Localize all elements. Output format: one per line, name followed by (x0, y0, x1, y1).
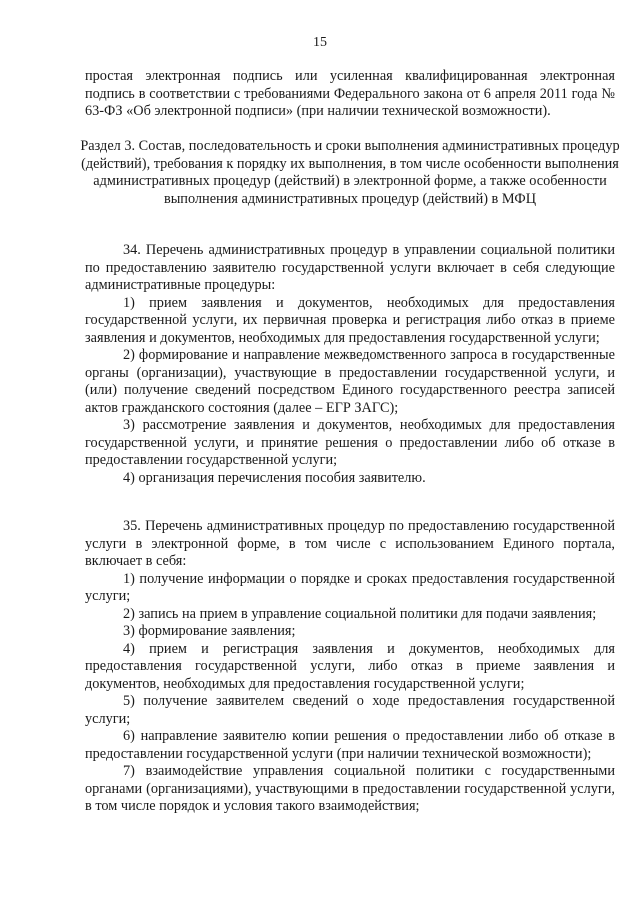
item-34-sub-4: 4) организация перечисления пособия заявителю. (123, 469, 426, 486)
item-34-sub-1: 1) прием заявления и документов, необходимых для предоставления государственной услуги, их первичная проверка и регистрация либо отказ в приеме заявления и документов, необходимых для предоставления государственной услуги; (85, 294, 615, 346)
item-35-block (85, 518, 615, 816)
intro-paragraph: простая электронная подпись или усиленная квалифицированная электронная подпись в соответствии с требованиями Федерального закона от 6 апреля 2011 года № 63-ФЗ «Об электронной подписи» (при наличии технической возможности). (85, 68, 615, 119)
item-35-sub-6: 6) направление заявителю копии решения о предоставлении либо об отказе в предоставлении государственной услуги (при наличии технической возможности); (85, 728, 615, 762)
item-34-sub-3: 3) рассмотрение заявления и документов, необходимых для предоставления государственной услуги, и принятие решения о предоставлении либо об отказе в предоставлении государственной услуги; (85, 417, 615, 468)
item-35-sub-5: 5) получение заявителем сведений о ходе предоставления государственной услуги; (85, 693, 615, 727)
item-35-sub-1: 1) получение информации о порядке и сроках предоставления государственной услуги; (85, 570, 615, 604)
page-number: 15 (313, 35, 327, 50)
item-35-intro: 35. Перечень административных процедур по предоставлению государственной услуги в электронной форме, в том числе с использованием Единого портала, включает в себя: (85, 518, 615, 569)
item-34-intro: 34. Перечень административных процедур в управлении социальной политики по предоставлению заявителю государственной услуги включает в себя следующие административные процедуры: (85, 242, 615, 293)
item-35-sub-3: 3) формирование заявления; (123, 623, 296, 639)
item-35-sub-2: 2) запись на прием в управление социальной политики для подачи заявления; (123, 605, 597, 622)
section-heading: Раздел 3. Состав, последовательность и сроки выполнения административных процедур (действий), требования к порядку их выполнения, в том числе особенности выполнения административных процедур (действий) в электронной форме, а также особенности выполнения административных процедур (действий) в МФЦ (80, 138, 620, 207)
item-35-sub-4: 4) прием и регистрация заявления и документов, необходимых для предоставления государственной услуги, либо отказ в приеме заявления и документов, необходимых для предоставления государственной услуги; (85, 640, 615, 692)
section-heading-block (80, 138, 620, 208)
item-34-block (85, 242, 615, 487)
intro-paragraph-block (85, 68, 615, 121)
item-34-sub-2: 2) формирование и направление межведомственного запроса в государственные органы (организации), участвующие в предоставлении государственной услуги, и (или) получение сведений посредством Единого государственного реестра записей актов гражданского состояния (далее – ЕГР ЗАГС); (85, 347, 615, 416)
item-35-sub-7: 7) взаимодействие управления социальной политики с государственными органами (организациями), участвующими в предоставлении государственной услуги, в том числе порядок и условия такого взаимодействия; (85, 763, 615, 814)
